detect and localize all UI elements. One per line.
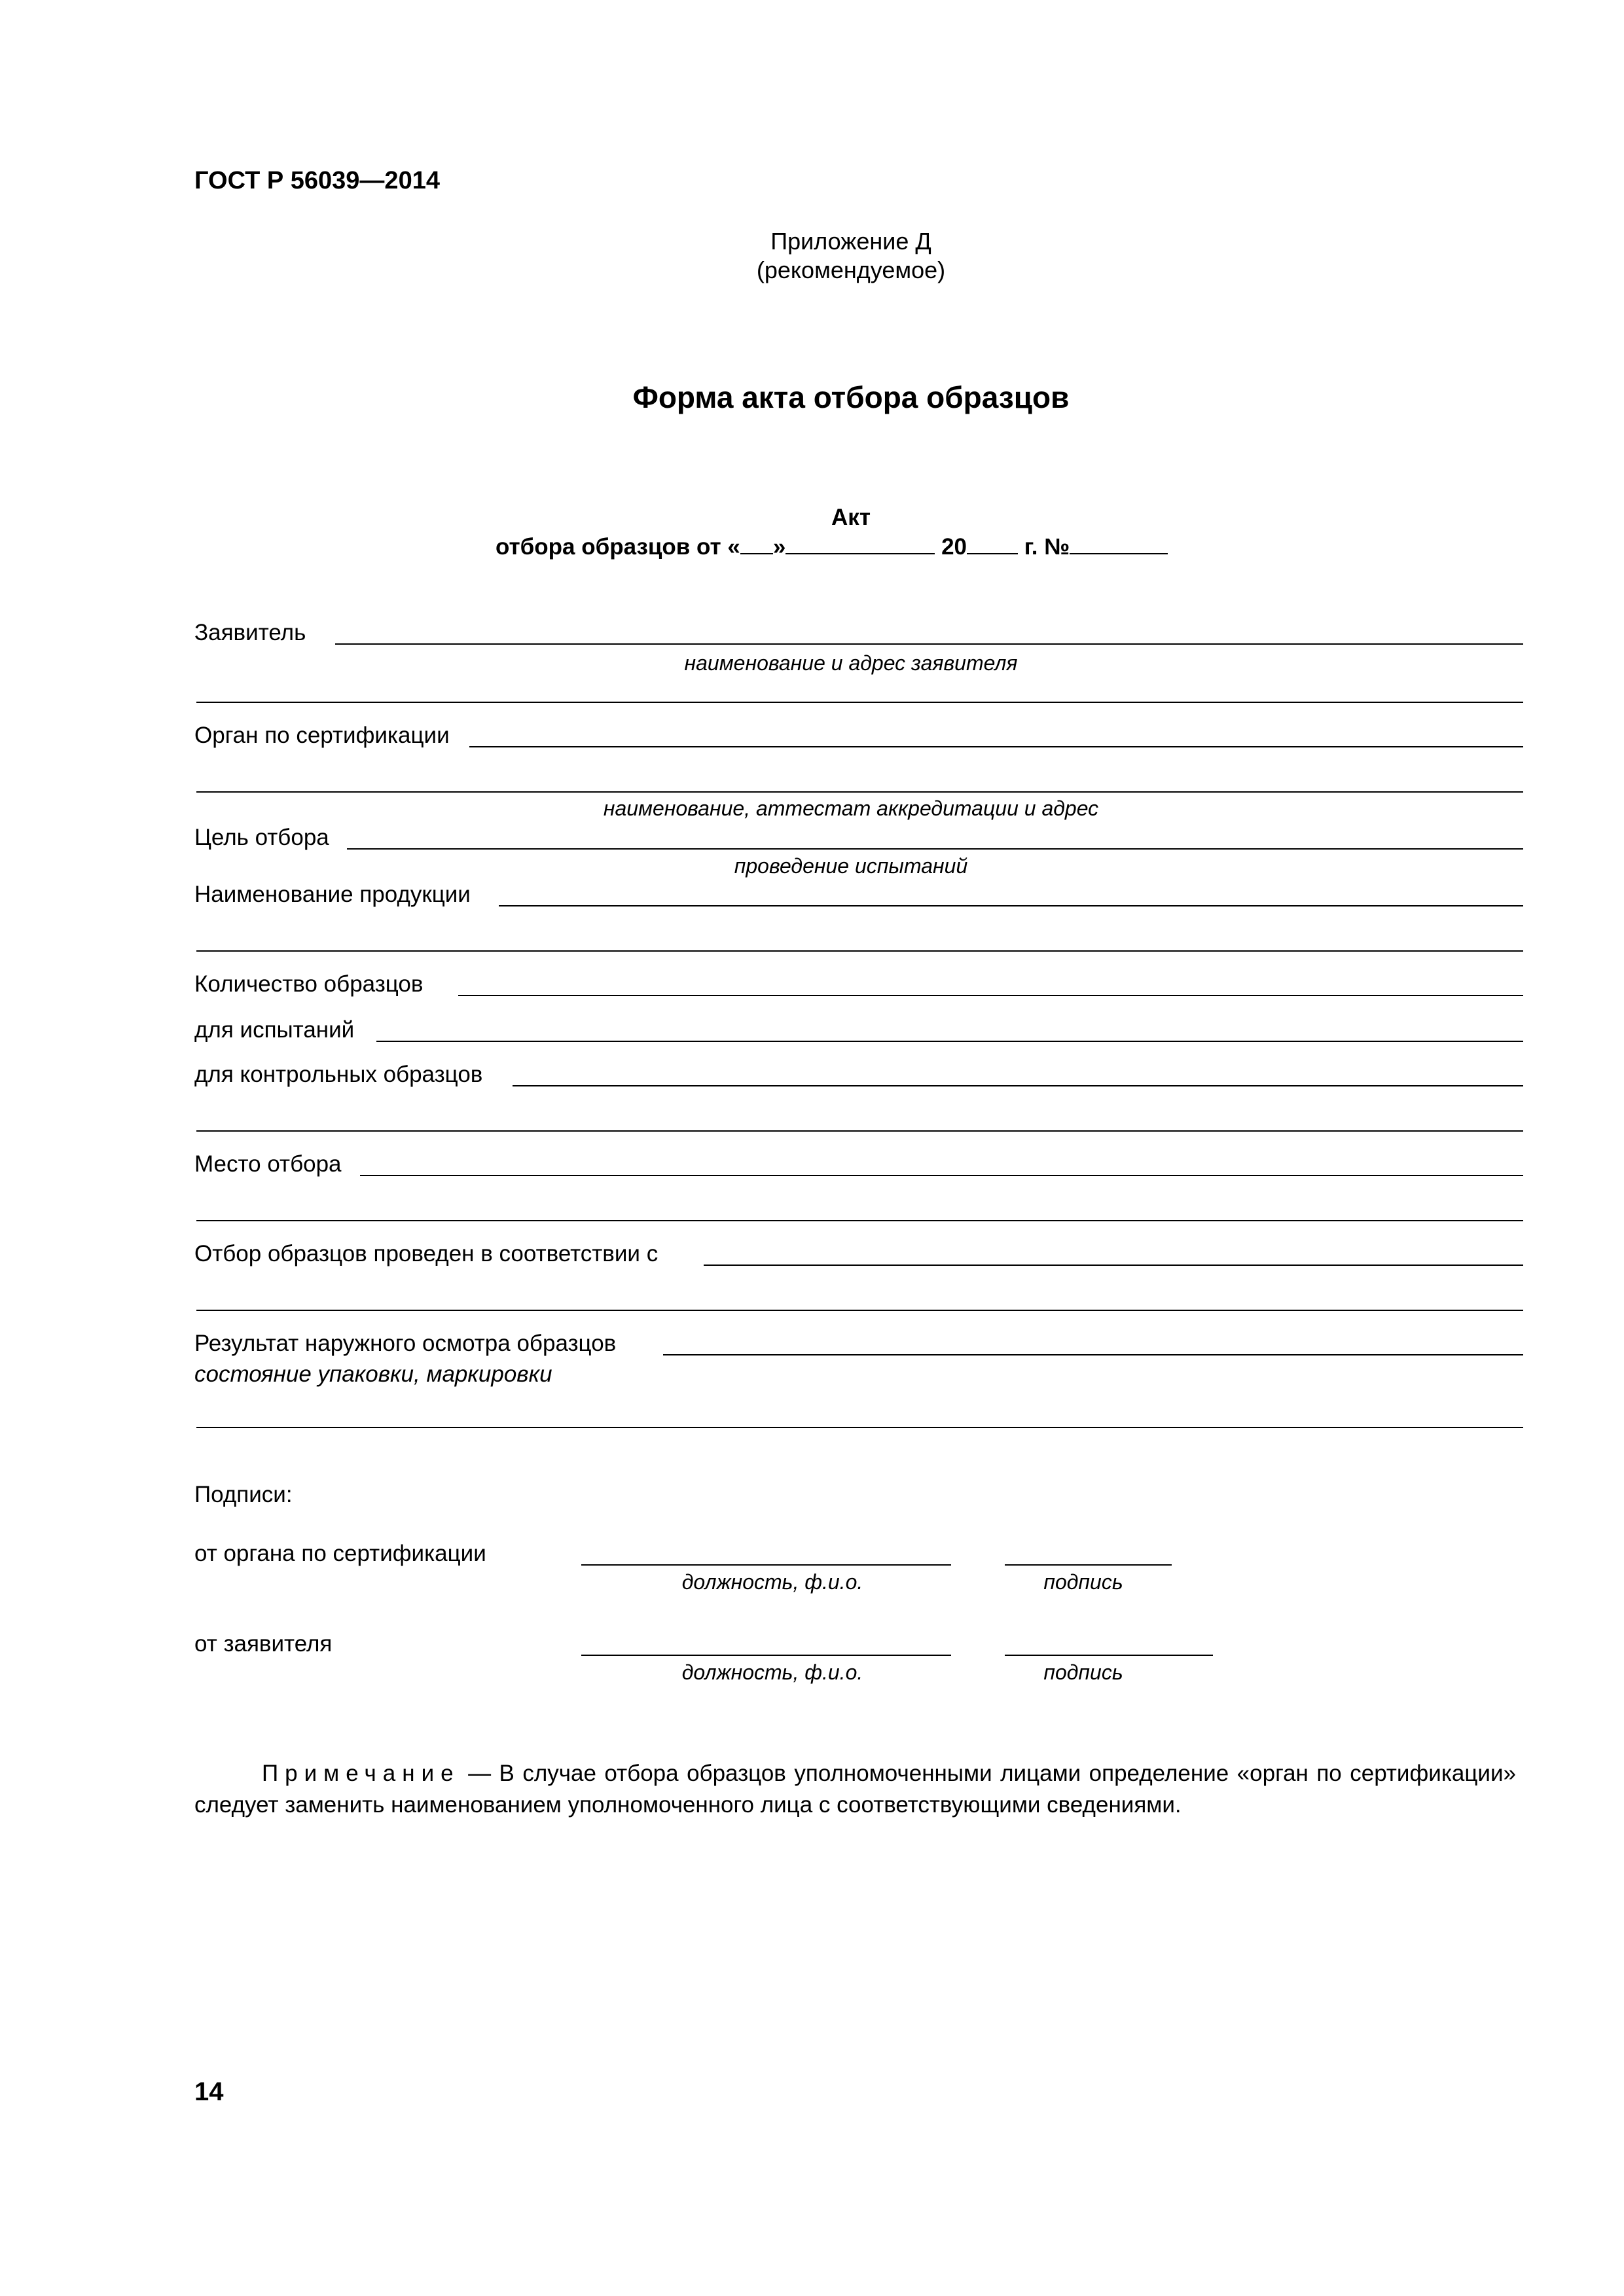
for-testing-label: для испытаний [194, 1017, 355, 1043]
signature-applicant-sign-line[interactable] [1005, 1655, 1213, 1656]
inspection-result-label: Результат наружного осмотра образцов [194, 1331, 617, 1356]
signature-applicant-position-hint: должность, ф.и.о. [681, 1660, 863, 1684]
product-name-input-line[interactable] [499, 905, 1523, 906]
purpose-hint: проведение испытаний [734, 854, 968, 878]
for-control-label: для контрольных образцов [194, 1062, 483, 1087]
certification-body-input-line[interactable] [469, 746, 1523, 747]
signature-body-position-line[interactable] [581, 1564, 951, 1566]
applicant-hint: наименование и адрес заявителя [684, 651, 1018, 675]
certification-body-input-line-2[interactable] [196, 791, 1523, 793]
note-label: Примечание [262, 1761, 460, 1786]
sampling-place-input-line[interactable] [360, 1175, 1523, 1176]
act-title: Акт [831, 505, 871, 530]
act-number-blank[interactable] [1070, 533, 1168, 554]
signature-body-label: от органа по сертификации [194, 1541, 486, 1566]
product-name-label: Наименование продукции [194, 882, 471, 907]
applicant-input-line-2[interactable] [196, 702, 1523, 703]
note-text: — В случае отбора образцов уполномоченными лицами определение «орган по сертификации» следует заменить наименованием уполномоченного лица с соответствующими сведениями. [194, 1761, 1516, 1818]
year-blank[interactable] [967, 533, 1018, 554]
form-title: Форма акта отбора образцов [632, 380, 1070, 414]
conducted-per-input-line-2[interactable] [196, 1310, 1523, 1311]
signature-applicant-position-line[interactable] [581, 1655, 951, 1656]
sampling-place-input-line-2[interactable] [196, 1220, 1523, 1221]
inspection-result-hint: состояние упаковки, маркировки [194, 1361, 552, 1387]
certification-body-label: Орган по сертификации [194, 723, 450, 748]
inspection-result-input-line[interactable] [663, 1354, 1523, 1355]
act-quote-close: » [772, 534, 786, 560]
signature-applicant-sign-hint: подпись [1043, 1660, 1123, 1684]
appendix-status: (рекомендуемое) [756, 257, 946, 283]
signature-body-sign-hint: подпись [1043, 1570, 1123, 1594]
signature-body-position-hint: должность, ф.и.о. [681, 1570, 863, 1594]
for-control-input-line-2[interactable] [196, 1130, 1523, 1132]
signature-body-sign-line[interactable] [1005, 1564, 1172, 1566]
sample-count-label: Количество образцов [194, 971, 424, 997]
note [194, 1758, 1516, 1821]
act-number-line [496, 533, 1168, 561]
day-blank[interactable] [740, 533, 773, 554]
certification-body-hint: наименование, аттестат аккредитации и адрес [603, 797, 1099, 820]
product-name-input-line-2[interactable] [196, 950, 1523, 952]
for-control-input-line[interactable] [513, 1085, 1523, 1086]
purpose-label: Цель отбора [194, 825, 329, 850]
act-line-prefix: отбора образцов от « [496, 534, 740, 560]
month-blank[interactable] [785, 533, 935, 554]
sample-count-input-line[interactable] [458, 995, 1523, 996]
applicant-input-line[interactable] [335, 643, 1523, 645]
signatures-heading: Подписи: [194, 1482, 293, 1507]
appendix-title: Приложение Д [770, 228, 931, 255]
for-testing-input-line[interactable] [376, 1041, 1523, 1042]
applicant-label: Заявитель [194, 620, 306, 645]
act-year-prefix: 20 [941, 534, 967, 560]
purpose-input-line[interactable] [347, 848, 1523, 850]
act-year-suffix: г. № [1024, 534, 1070, 560]
inspection-result-input-line-2[interactable] [196, 1427, 1523, 1428]
standard-id: ГОСТ Р 56039—2014 [194, 167, 440, 194]
page-number: 14 [194, 2077, 224, 2106]
conducted-per-input-line[interactable] [704, 1265, 1523, 1266]
conducted-per-label: Отбор образцов проведен в соответствии с [194, 1241, 659, 1266]
sampling-place-label: Место отбора [194, 1151, 342, 1177]
signature-applicant-label: от заявителя [194, 1631, 333, 1657]
